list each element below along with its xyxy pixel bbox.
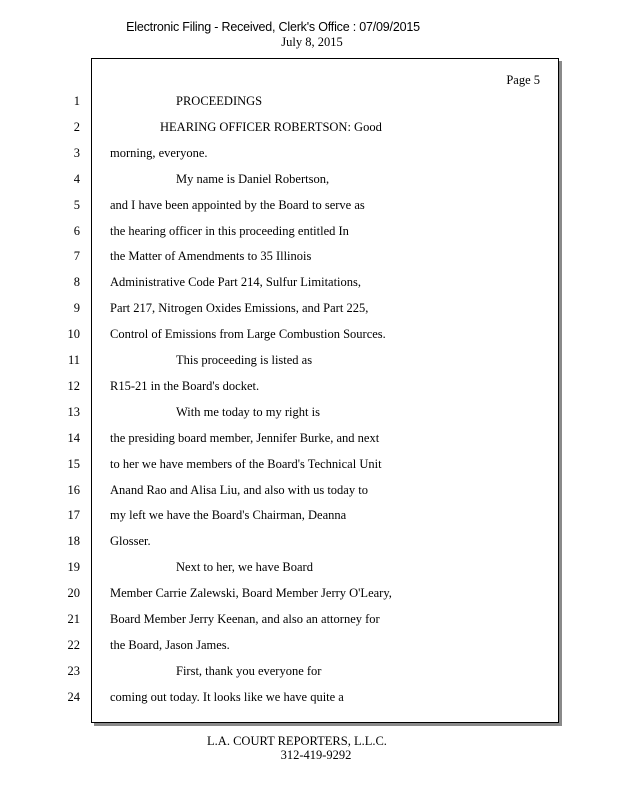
line-number: 15	[67, 456, 80, 471]
transcript-line	[0, 376, 618, 396]
transcript-line	[0, 143, 618, 163]
line-number: 14	[67, 430, 80, 445]
transcript-line	[0, 324, 618, 344]
line-text: Administrative Code Part 214, Sulfur Limitations,	[110, 275, 362, 290]
line-text: coming out today. It looks like we have quite a	[110, 689, 344, 704]
line-text: First, thank you everyone for	[176, 663, 322, 678]
line-number: 9	[73, 301, 80, 316]
transcript-line	[0, 531, 618, 551]
line-text: R15-21 in the Board's docket.	[110, 378, 260, 393]
transcript-line	[0, 272, 618, 292]
line-number: 8	[73, 275, 80, 290]
line-number: 3	[73, 145, 80, 160]
line-number: 18	[67, 534, 80, 549]
line-text: HEARING OFFICER ROBERTSON: Good	[160, 119, 382, 134]
line-text: With me today to my right is	[176, 404, 320, 419]
line-text: Anand Rao and Alisa Liu, and also with us today to	[110, 482, 368, 497]
line-number: 24	[67, 689, 80, 704]
line-number: 10	[67, 327, 80, 342]
transcript-line	[0, 687, 618, 707]
transcript-line	[0, 505, 618, 525]
line-text: Member Carrie Zalewski, Board Member Jerry O'Leary,	[110, 586, 392, 601]
line-number: 13	[67, 404, 80, 419]
court-reporter-company: L.A. COURT REPORTERS, L.L.C.	[207, 734, 387, 748]
line-number: 4	[73, 171, 80, 186]
transcript-line	[0, 350, 618, 370]
transcript-line	[0, 661, 618, 681]
line-number: 11	[67, 353, 80, 367]
transcript-line	[0, 195, 618, 215]
line-text: to her we have members of the Board's Technical Unit	[110, 456, 382, 471]
transcript-line	[0, 117, 618, 137]
transcript-line	[0, 428, 618, 448]
line-text: the Matter of Amendments to 35 Illinois	[110, 249, 312, 264]
transcript-line	[0, 609, 618, 629]
line-text: and I have been appointed by the Board to serve as	[110, 197, 365, 212]
line-text: My name is Daniel Robertson,	[176, 171, 330, 186]
line-text: the Board, Jason James.	[110, 637, 230, 652]
line-text: the hearing officer in this proceeding entitled In	[110, 223, 349, 238]
line-text: Next to her, we have Board	[176, 560, 313, 575]
line-number: 1	[73, 94, 80, 108]
page-number: Page 5	[506, 73, 540, 87]
line-number: 20	[67, 586, 80, 601]
transcript-line	[0, 169, 618, 189]
court-reporter-phone: 312-419-9292	[280, 748, 352, 762]
line-number: 16	[67, 482, 80, 497]
transcript-line	[0, 246, 618, 266]
line-number: 7	[73, 249, 80, 264]
transcript-line	[0, 221, 618, 241]
transcript-line	[0, 480, 618, 500]
line-number: 21	[67, 612, 80, 626]
transcript-line	[0, 557, 618, 577]
line-text: Control of Emissions from Large Combustion Sources.	[110, 327, 386, 342]
transcript-line	[0, 635, 618, 655]
transcript-line	[0, 583, 618, 603]
line-number: 17	[67, 508, 80, 523]
transcript-line	[0, 454, 618, 474]
line-text: This proceeding is listed as	[176, 353, 313, 367]
document-date: July 8, 2015	[281, 35, 343, 49]
line-text: PROCEEDINGS	[176, 94, 263, 108]
line-number: 6	[73, 223, 80, 238]
transcript-line	[0, 402, 618, 422]
electronic-filing-stamp: Electronic Filing - Received, Clerk's Office : 07/09/2015	[126, 20, 420, 34]
transcript-line	[0, 91, 618, 111]
line-number: 5	[73, 197, 80, 212]
line-text: my left we have the Board's Chairman, Deanna	[110, 508, 347, 523]
line-number: 23	[67, 663, 80, 678]
line-text: Part 217, Nitrogen Oxides Emissions, and Part 225,	[110, 301, 369, 316]
line-number: 22	[67, 637, 80, 652]
line-text: the presiding board member, Jennifer Burke, and next	[110, 430, 380, 445]
line-text: morning, everyone.	[110, 145, 208, 160]
line-text: Board Member Jerry Keenan, and also an attorney for	[110, 612, 380, 626]
line-number: 12	[67, 378, 80, 393]
line-number: 2	[73, 119, 80, 134]
line-number: 19	[67, 560, 80, 575]
transcript-line	[0, 298, 618, 318]
line-text: Glosser.	[110, 534, 151, 549]
